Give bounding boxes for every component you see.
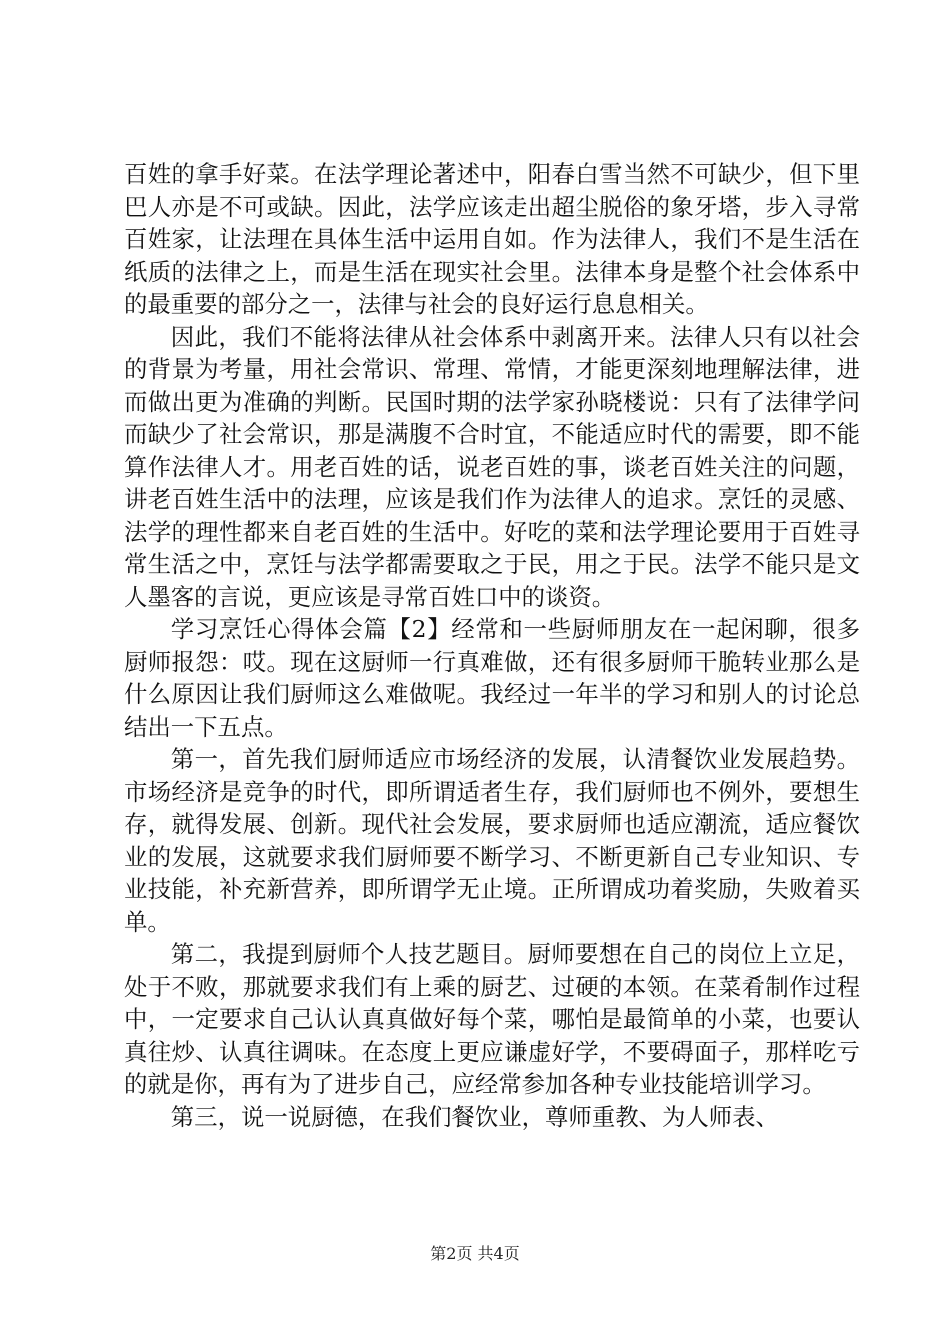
paragraph-5: 第二，我提到厨师个人技艺题目。厨师要想在自己的岗位上立足，处于不败，那就要求我们有上乘的厨艺、过硬的本领。在菜肴制作过程中，一定要求自己认认真真做好每个菜，哪怕是最简单的小菜，也要认真往炒、认真往调味。在态度上更应谦虚好学，不要碍面子，那样吃亏的就是你，再有为了进步自己，应经常参加各种专业技能培训学习。 <box>124 940 860 1098</box>
paragraph-1: 百姓的拿手好菜。在法学理论著述中，阳春白雪当然不可缺少，但下里巴人亦是不可或缺。因此，法学应该走出超尘脱俗的象牙塔，步入寻常百姓家，让法理在具体生活中运用自如。作为法律人，我们不是生活在纸质的法律之上，而是生活在现实社会里。法律本身是整个社会体系中的最重要的部分之一，法律与社会的良好运行息息相关。 <box>124 160 860 318</box>
page-number-footer: 第2页 共4页 <box>430 1244 520 1263</box>
paragraph-4: 第一，首先我们厨师适应市场经济的发展，认清餐饮业发展趋势。市场经济是竞争的时代，即所谓适者生存，我们厨师也不例外，要想生存，就得发展、创新。现代社会发展，要求厨师也适应潮流，适应餐饮业的发展，这就要求我们厨师要不断学习、不断更新自己专业知识、专业技能，补充新营养，即所谓学无止境。正所谓成功着奖励，失败着买单。 <box>124 745 860 936</box>
document-body <box>124 158 860 1133</box>
paragraph-3: 学习烹饪心得体会篇【2】经常和一些厨师朋友在一起闲聊，很多厨师报怨：哎。现在这厨师一行真难做，还有很多厨师干脆转业那么是什么原因让我们厨师这么难做呢。我经过一年半的学习和别人的讨论总结出一下五点。 <box>124 615 860 741</box>
paragraph-2: 因此，我们不能将法律从社会体系中剥离开来。法律人只有以社会的背景为考量，用社会常识、常理、常情，才能更深刻地理解法律，进而做出更为准确的判断。民国时期的法学家孙晓楼说：只有了法律学问而缺少了社会常识，那是满腹不合时宜，不能适应时代的需要，即不能算作法律人才。用老百姓的话，说老百姓的事，谈老百姓关注的问题，讲老百姓生活中的法理，应该是我们作为法律人的追求。烹饪的灵感、法学的理性都来自老百姓的生活中。好吃的菜和法学理论要用于百姓寻常生活之中，烹饪与法学都需要取之于民，用之于民。法学不能只是文人墨客的言说，更应该是寻常百姓口中的谈资。 <box>124 322 860 611</box>
paragraph-6: 第三，说一说厨德，在我们餐饮业，尊师重教、为人师表、 <box>170 1102 779 1131</box>
